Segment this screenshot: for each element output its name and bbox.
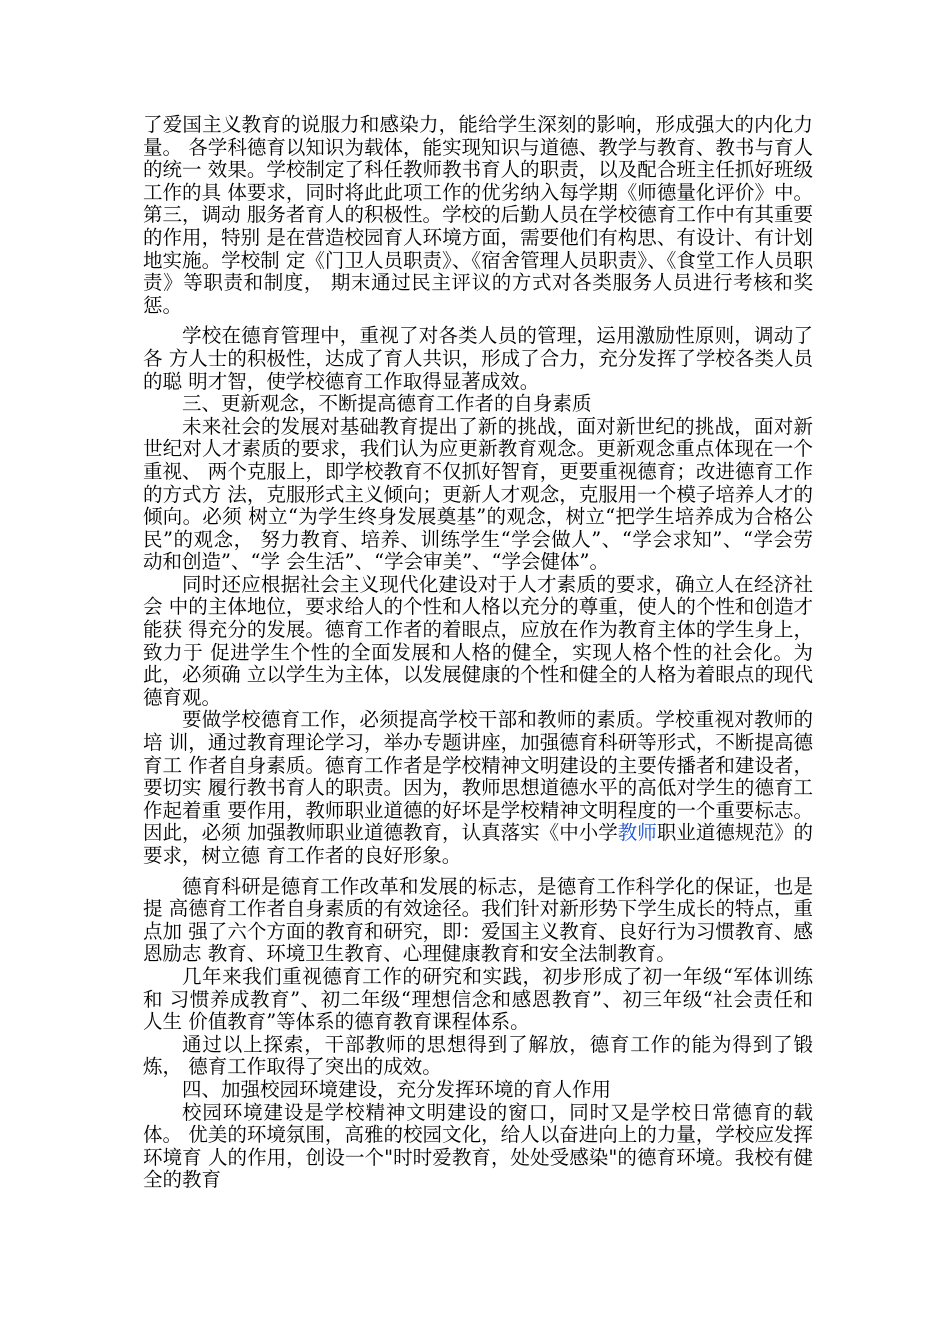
paragraph-5: 同时还应根据社会主义现代化建设对于人才素质的要求，确立人在经济社会 中的主体地位，要求给人的个性和人格以充分的尊重，使人的个性和创造才能获 得充分的发展。德育工作者的着眼点，应放在作为教育主体的学生身上，致力于 促进学生个性的全面发展和人格的健全，实现人格个性的社会化。为此，必须确 立以学生为主体，以发展健康的个性和健全的人格为着眼点的现代德育观。 <box>143 572 813 709</box>
section-heading-4: 四、加强校园环境建设，充分发挥环境的育人作用 <box>182 1077 612 1101</box>
paragraph-11: 校园环境建设是学校精神文明建设的窗口，同时又是学校日常德育的载体。 优美的环境氛围，高雅的校园文化，给人以奋进向上的力量，学校应发挥环境育 人的作用，创设一个"时时爱教育，处处受感染"的德育环境。我校有健全的教育 <box>143 1100 813 1192</box>
paragraph-4: 未来社会的发展对基础教育提出了新的挑战，面对新世纪的挑战，面对新世纪对人才素质的要求，我们认为应更新教育观念。更新观念重点体现在一个重视、 两个克服上，即学校教育不仅抓好智育，更要重视德育；改进德育工作的方式方 法，克服形式主义倾向；更新人才观念，克服用一个模子培养人才的倾向。必须 树立“为学生终身发展奠基”的观念，树立“把学生培养成为合格公民”的观念， 努力教育、培养、训练学生“学会做人”、“学会求知”、“学会劳动和创造”、“学 会生活”、“学会审美”、“学会健体”。 <box>143 414 813 574</box>
paragraph-8: 几年来我们重视德育工作的研究和实践，初步形成了初一年级“军体训练和 习惯养成教育”、初二年级“理想信念和感恩教育”、初三年级“社会责任和人生 价值教育”等体系的德育教育课程体系。 <box>143 964 813 1034</box>
document-body <box>143 114 813 1192</box>
teacher-link[interactable]: 教师 <box>617 821 657 845</box>
paragraph-6-text-after: 职业道德规范》的要求，树立德 育工作者的良好形象。 <box>143 821 813 867</box>
paragraph-2: 学校在德育管理中，重视了对各类人员的管理，运用激励性原则，调动了各 方人士的积极性，达成了育人共识，形成了合力，充分发挥了学校各类人员的聪 明才智，使学校德育工作取得显著成效。 <box>143 324 813 393</box>
section-heading-3: 三、更新观念，不断提高德育工作者的自身素质 <box>182 392 592 416</box>
paragraph-6 <box>143 709 813 867</box>
paragraph-9: 通过以上探索，干部教师的思想得到了解放，德育工作的能为得到了锻炼， 德育工作取得了突出的成效。 <box>143 1032 813 1079</box>
paragraph-1: 了爱国主义教育的说服力和感染力，能给学生深刻的影响，形成强大的内化力量。 各学科德育以知识为载体，能实现知识与道德、教学与教育、教书与育人的统一 效果。学校制定了科任教师教书育人的职责，以及配合班主任抓好班级工作的具 体要求，同时将此此项工作的优劣纳入每学期《师德量化评价》中。第三，调动 服务者育人的积极性。学校的后勤人员在学校德育工作中有其重要的作用，特别 是在营造校园育人环境方面，需要他们有构思、有设计、有计划地实施。学校制 定《门卫人员职责》、《宿舍管理人员职责》、《食堂工作人员职责》等职责和制度， 期末通过民主评议的方式对各类服务人员进行考核和奖惩。 <box>143 113 813 317</box>
paragraph-6-text-before: 要做学校德育工作，必须提高学校干部和教师的素质。学校重视对教师的培 训，通过教育理论学习，举办专题讲座，加强德育科研等形式，不断提高德育工 作者自身素质。德育工作者是学校精神文明建设的主要传播者和建设者，要切实 履行教书育人的职责。因为，教师思想道德水平的高低对学生的德育工作起着重 要作用，教师职业道德的好坏是学校精神文明程度的一个重要标志。因此，必须 加强教师职业道德教育，认真落实《中小学 <box>143 708 813 845</box>
paragraph-7: 德育科研是德育工作改革和发展的标志，是德育工作科学化的保证，也是提 高德育工作者自身素质的有效途径。我们针对新形势下学生成长的特点，重点加 强了六个方面的教育和研究，即：爱国主义教育、良好行为习惯教育、感恩励志 教育、环境卫生教育、心理健康教育和安全法制教育。 <box>143 874 813 966</box>
